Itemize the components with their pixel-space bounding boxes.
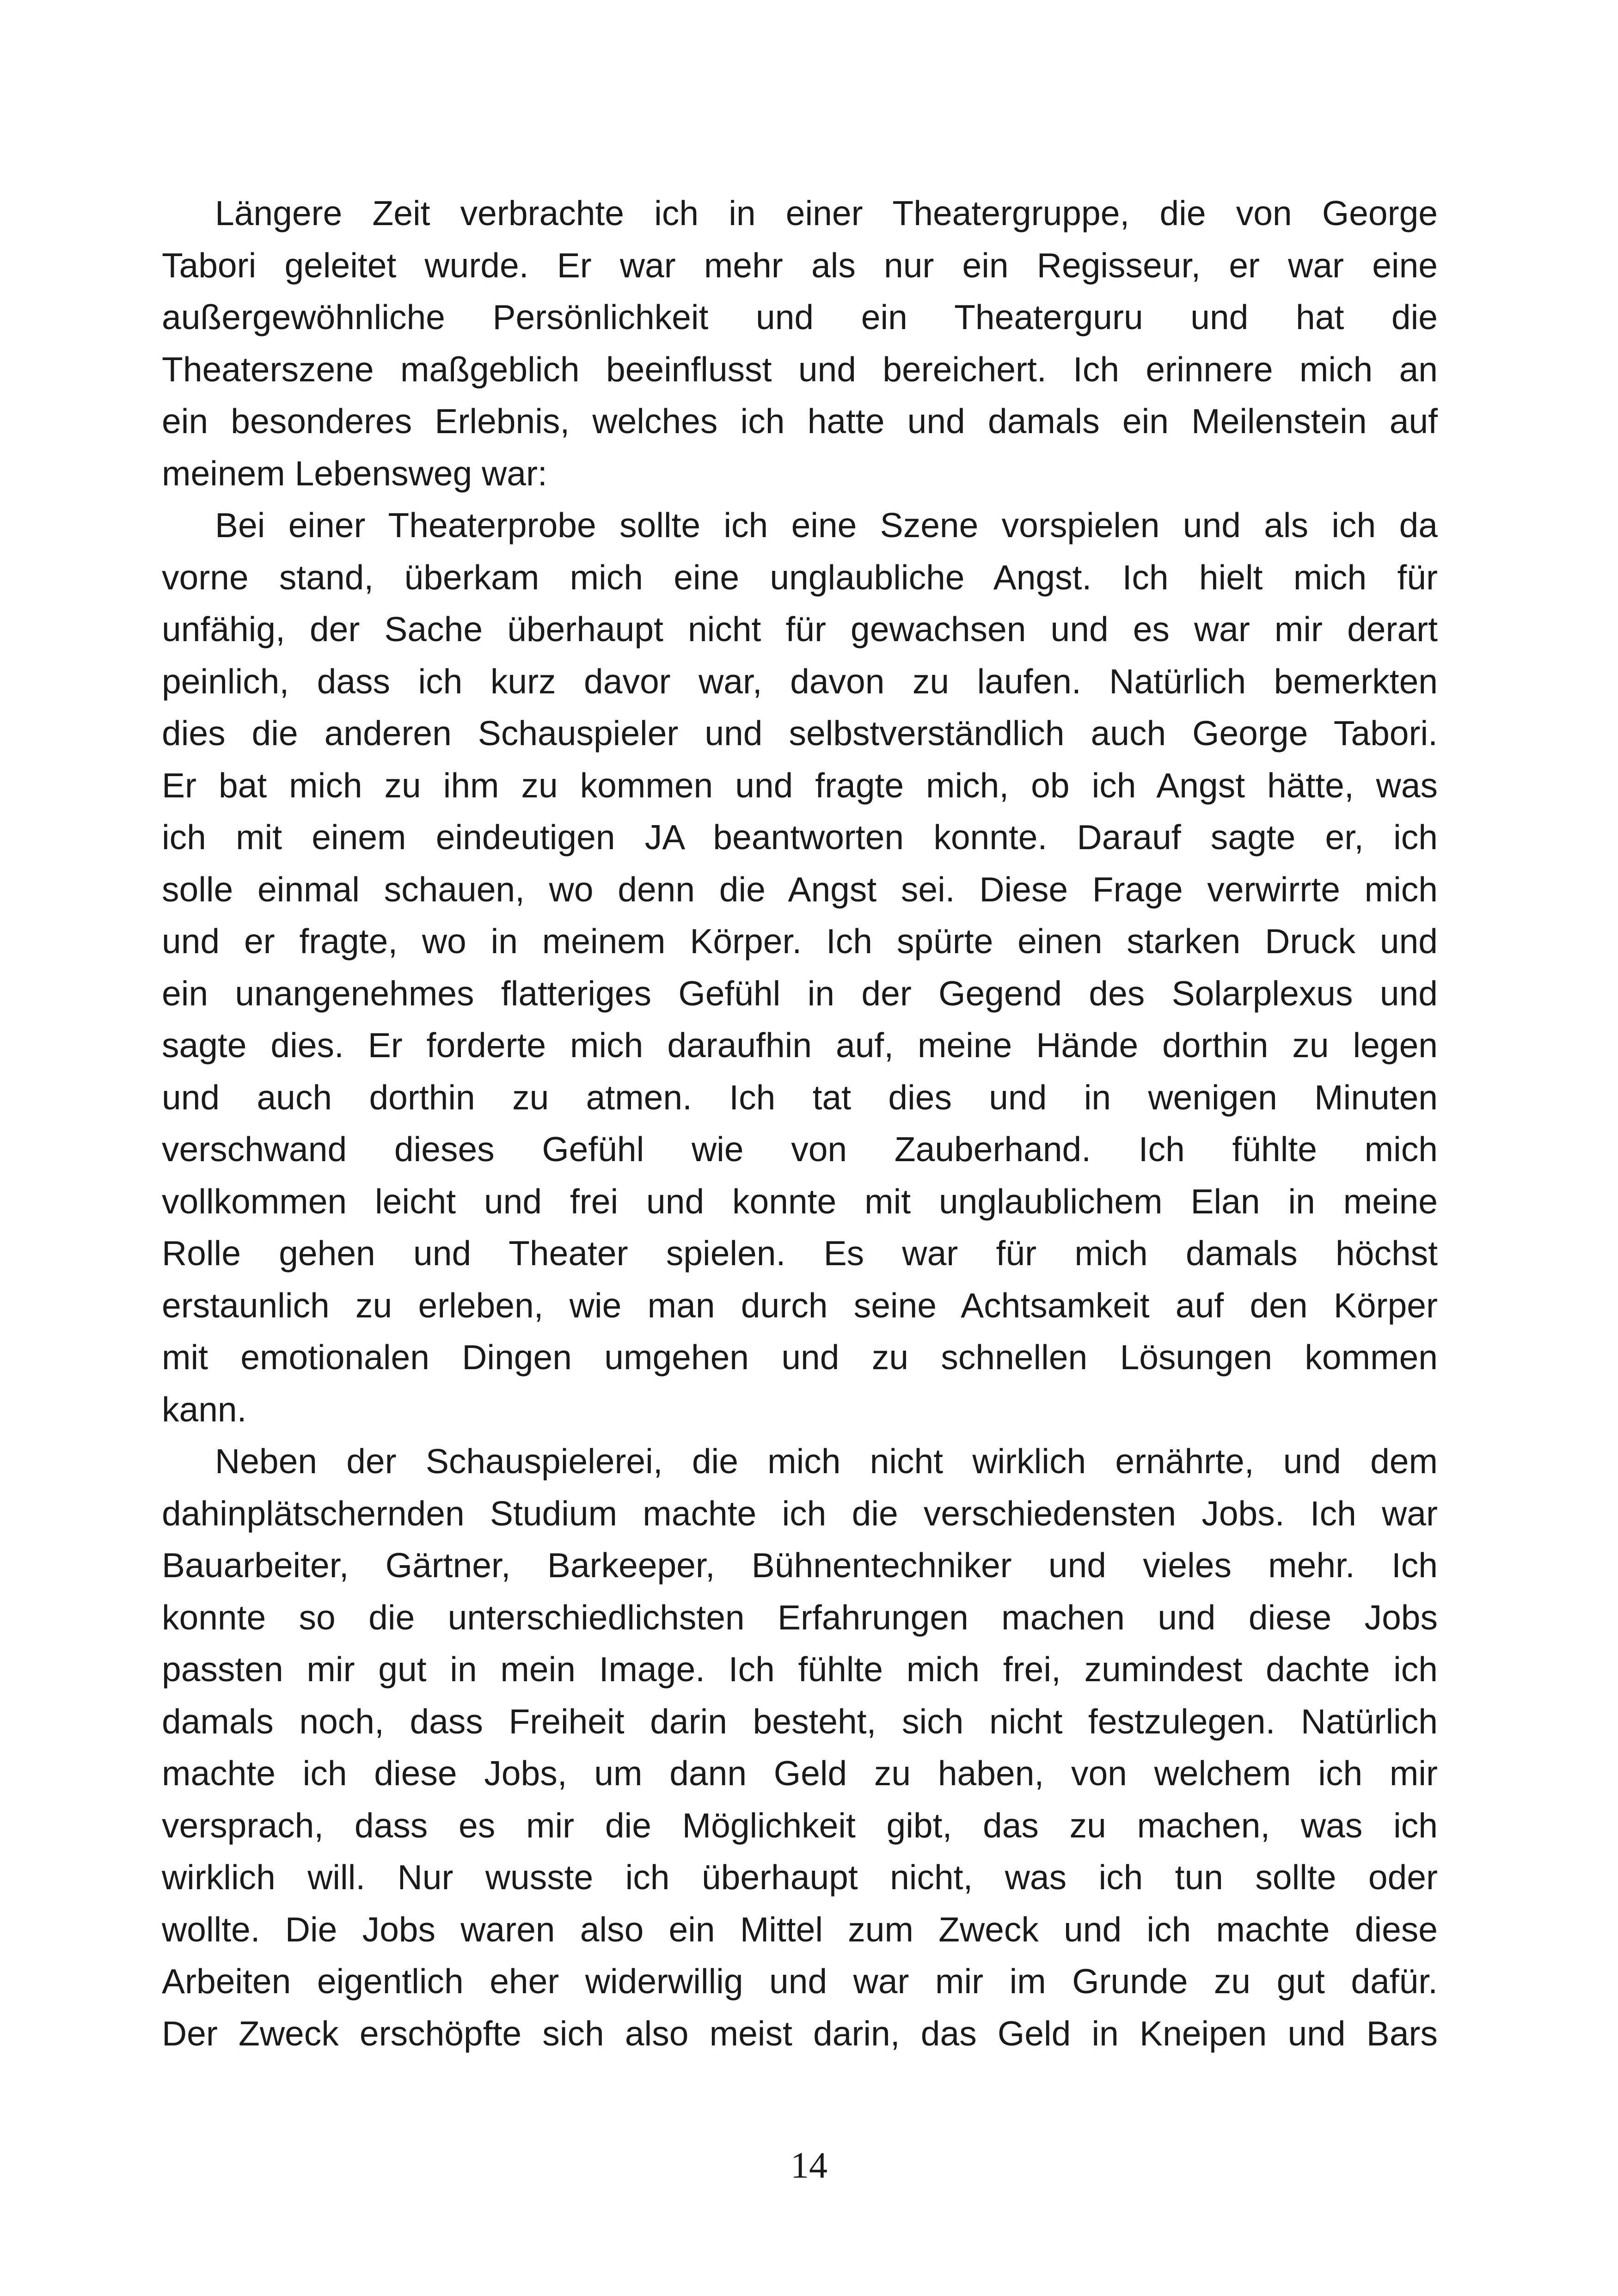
- text-line: kann.: [162, 1390, 247, 1429]
- text-line: meinem Lebensweg war:: [162, 453, 547, 493]
- paragraph: [162, 499, 1438, 1435]
- text-line: sagte dies. Er forderte mich daraufhin auf, meine Hände dorthin zu legen: [162, 1026, 1438, 1065]
- text-line: damals noch, dass Freiheit darin besteht, sich nicht festzulegen. Natürlich: [162, 1702, 1438, 1741]
- paragraph: [162, 187, 1438, 499]
- text-line: außergewöhnliche Persönlichkeit und ein Theaterguru und hat die: [162, 298, 1438, 337]
- body-text: [162, 187, 1438, 2059]
- text-line: unfähig, der Sache überhaupt nicht für gewachsen und es war mir derart: [162, 610, 1438, 649]
- text-line: Tabori geleitet wurde. Er war mehr als nur ein Regisseur, er war eine: [162, 245, 1438, 285]
- text-line: wirklich will. Nur wusste ich überhaupt nicht, was ich tun sollte oder: [162, 1858, 1438, 1897]
- text-line: passten mir gut in mein Image. Ich fühlte mich frei, zumindest dachte ich: [162, 1650, 1438, 1689]
- text-line: versprach, dass es mir die Möglichkeit gibt, das zu machen, was ich: [162, 1806, 1438, 1845]
- text-line: Theaterszene maßgeblich beeinflusst und bereichert. Ich erinnere mich an: [162, 349, 1438, 389]
- text-line: konnte so die unterschiedlichsten Erfahrungen machen und diese Jobs: [162, 1598, 1438, 1637]
- text-line: und er fragte, wo in meinem Körper. Ich spürte einen starken Druck und: [162, 922, 1438, 961]
- text-line: ein besonderes Erlebnis, welches ich hatte und damals ein Meilenstein auf: [162, 402, 1438, 441]
- text-line: wollte. Die Jobs waren also ein Mittel zum Zweck und ich machte diese: [162, 1910, 1438, 1949]
- text-line: vorne stand, überkam mich eine unglaubliche Angst. Ich hielt mich für: [162, 557, 1438, 597]
- text-line: Neben der Schauspielerei, die mich nicht wirklich ernährte, und dem: [215, 1442, 1438, 1481]
- text-line: dahinplätschernden Studium machte ich die verschiedensten Jobs. Ich war: [162, 1494, 1438, 1533]
- page-number: 14: [791, 2145, 827, 2186]
- text-line: Arbeiten eigentlich eher widerwillig und war mir im Grunde zu gut dafür.: [162, 1962, 1438, 2001]
- text-line: Der Zweck erschöpfte sich also meist darin, das Geld in Kneipen und Bars: [162, 2014, 1438, 2053]
- paragraph: [162, 1435, 1438, 2059]
- text-line: vollkommen leicht und frei und konnte mit unglaublichem Elan in meine: [162, 1182, 1438, 1221]
- text-line: machte ich diese Jobs, um dann Geld zu haben, von welchem ich mir: [162, 1754, 1438, 1793]
- text-line: Längere Zeit verbrachte ich in einer Theatergruppe, die von George: [215, 194, 1438, 233]
- text-line: und auch dorthin zu atmen. Ich tat dies und in wenigen Minuten: [162, 1078, 1438, 1117]
- text-line: verschwand dieses Gefühl wie von Zauberhand. Ich fühlte mich: [162, 1130, 1438, 1169]
- text-line: Bauarbeiter, Gärtner, Barkeeper, Bühnentechniker und vieles mehr. Ich: [162, 1546, 1438, 1585]
- text-line: dies die anderen Schauspieler und selbstverständlich auch George Tabori.: [162, 714, 1438, 753]
- text-line: mit emotionalen Dingen umgehen und zu schnellen Lösungen kommen: [162, 1338, 1438, 1377]
- text-line: ein unangenehmes flatteriges Gefühl in der Gegend des Solarplexus und: [162, 974, 1438, 1013]
- text-line: solle einmal schauen, wo denn die Angst sei. Diese Frage verwirrte mich: [162, 869, 1438, 909]
- text-line: Er bat mich zu ihm zu kommen und fragte mich, ob ich Angst hätte, was: [162, 765, 1438, 805]
- text-line: peinlich, dass ich kurz davor war, davon zu laufen. Natürlich bemerkten: [162, 661, 1438, 701]
- text-line: erstaunlich zu erleben, wie man durch seine Achtsamkeit auf den Körper: [162, 1286, 1438, 1325]
- text-line: ich mit einem eindeutigen JA beantworten konnte. Darauf sagte er, ich: [162, 818, 1438, 857]
- text-line: Bei einer Theaterprobe sollte ich eine Szene vorspielen und als ich da: [215, 506, 1438, 545]
- text-line: Rolle gehen und Theater spielen. Es war für mich damals höchst: [162, 1234, 1438, 1273]
